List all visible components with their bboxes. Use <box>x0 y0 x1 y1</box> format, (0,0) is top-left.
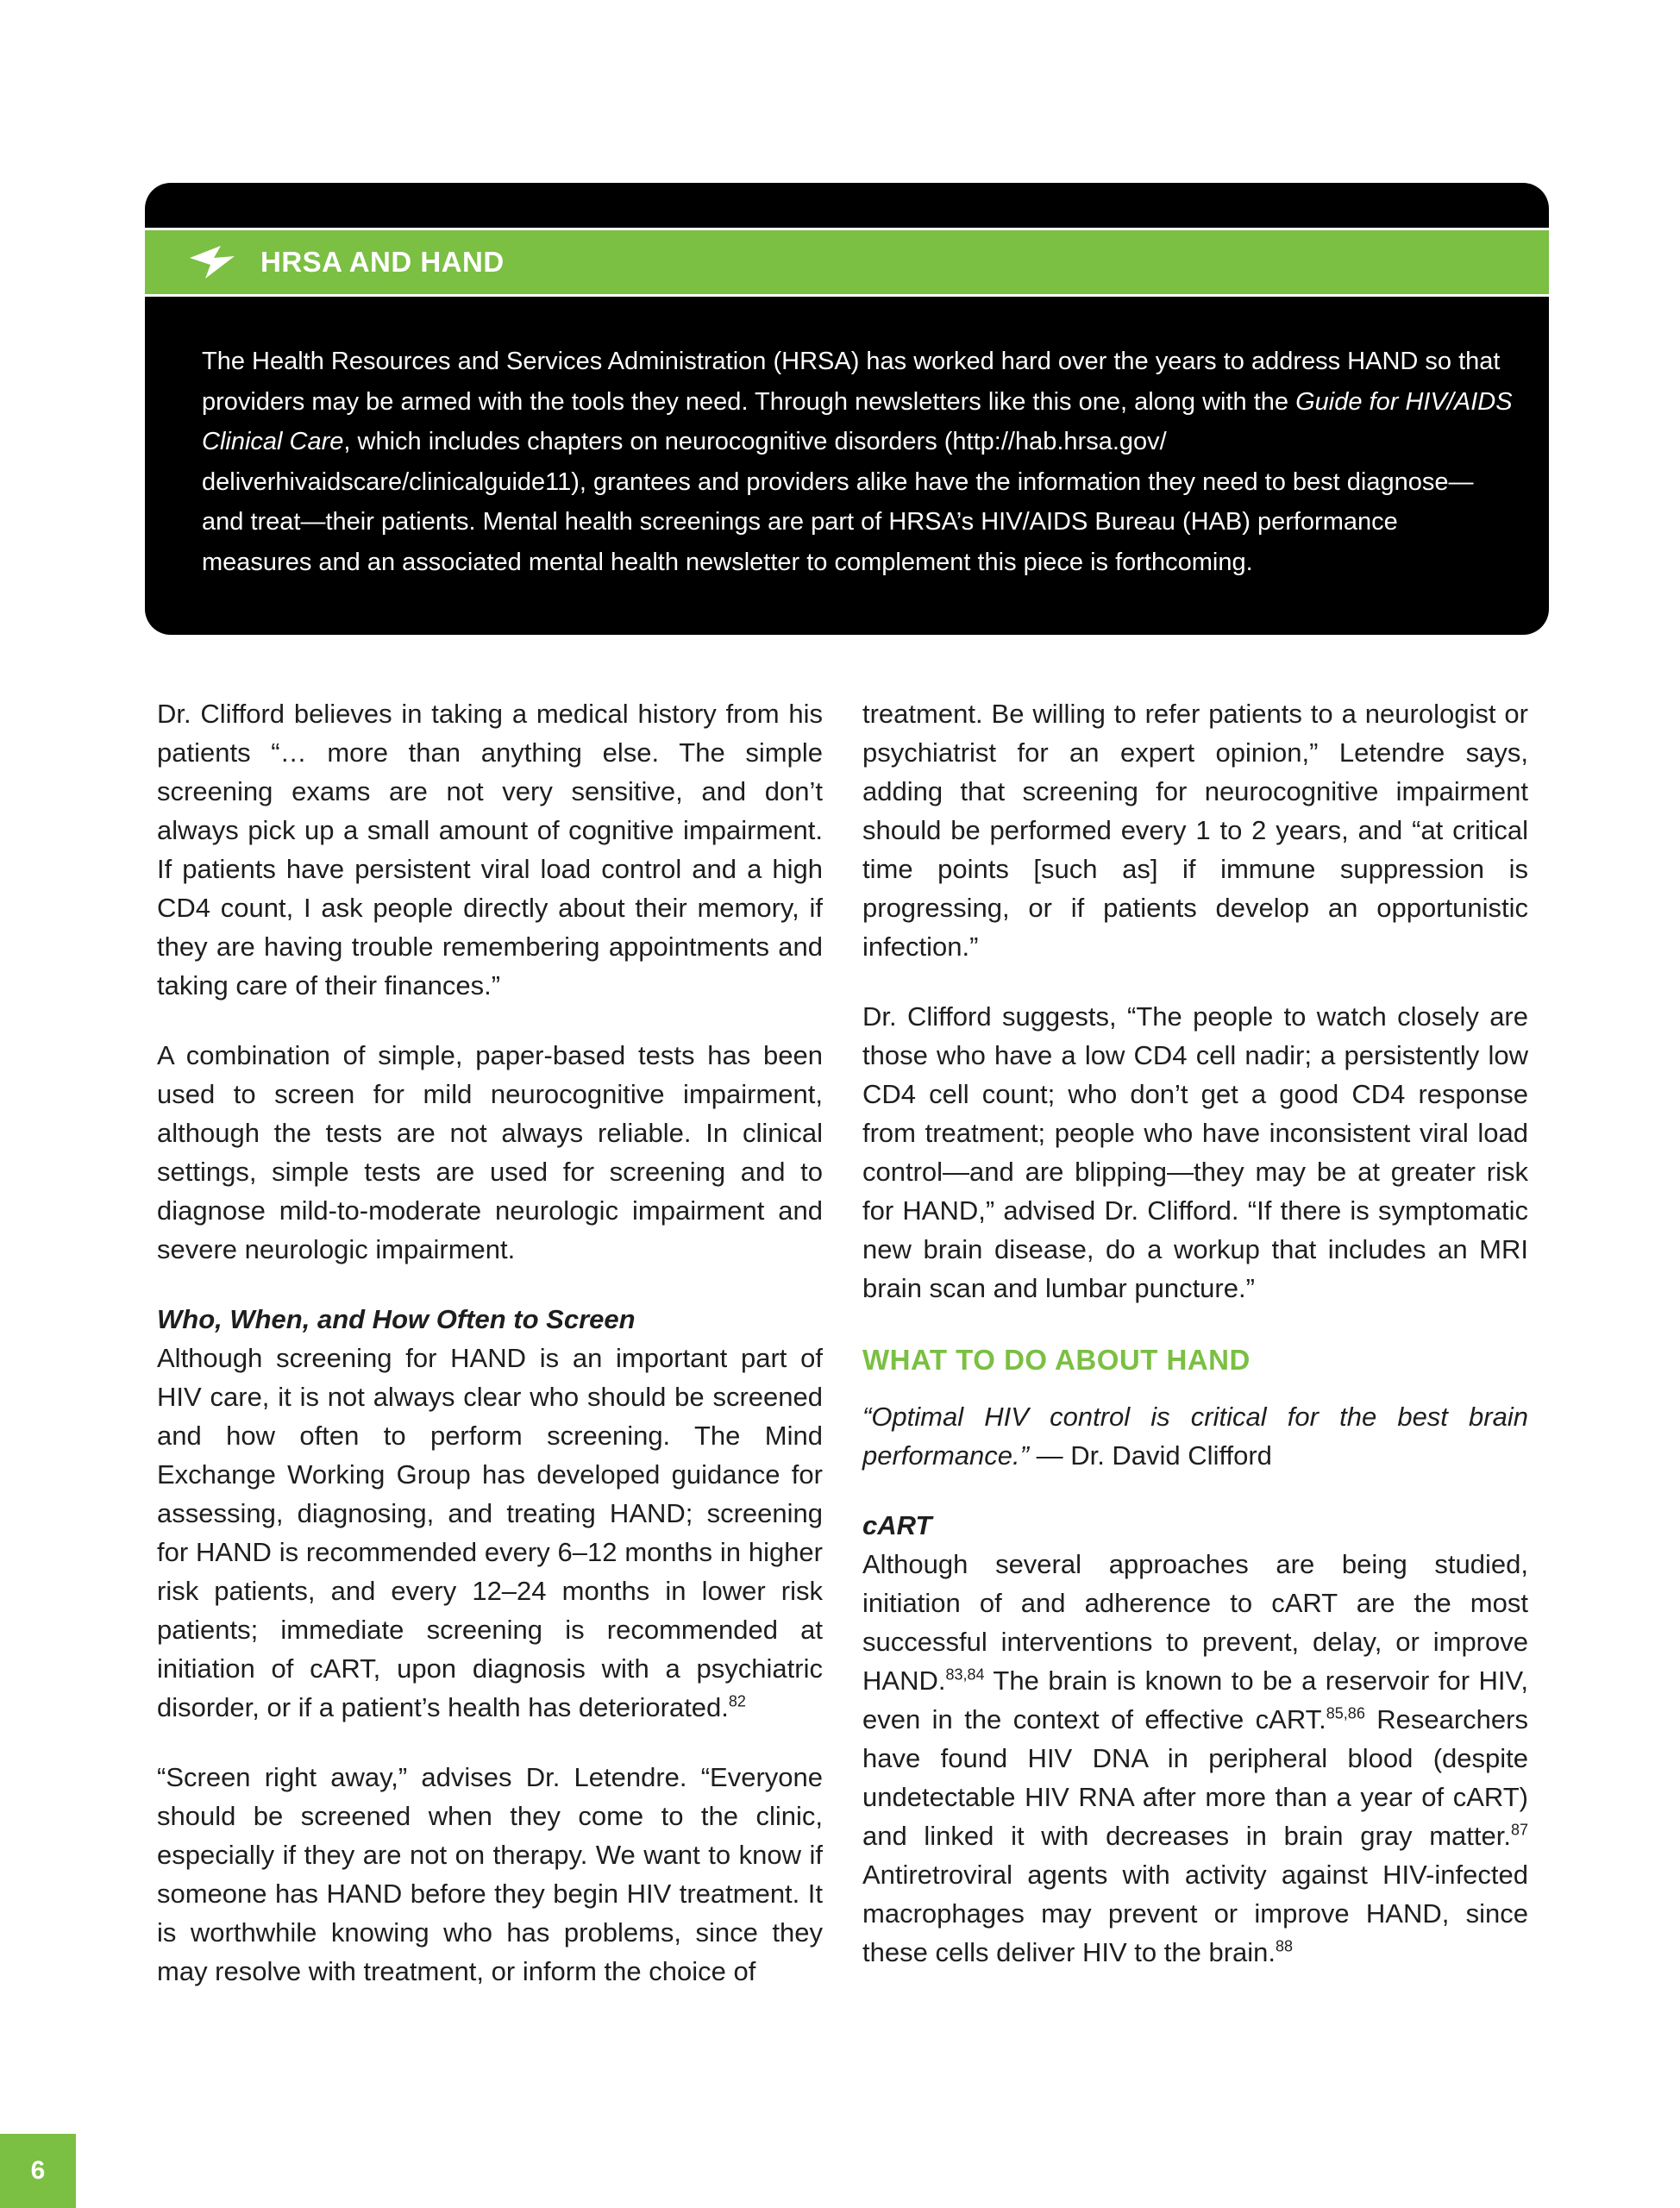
page-number: 6 <box>0 2134 76 2208</box>
callout-body: The Health Resources and Services Administration (HRSA) has worked hard over the years to address HAND so that providers may be armed with the tools they need. Through newsletters like this one, along with the Guide for HIV/AIDS Clinical Care, which includes chapters on neurocognitive disorders (http://hab.hrsa.gov/ deliverhivaidscare/clinicalguide11), grantees and providers alike have the information they need to best diagnose—and treat—their patients. Mental health screenings are part of HRSA’s HIV/AIDS Bureau (HAB) performance measures and an associated mental health newsletter to complement this piece is forthcoming. <box>202 348 1513 576</box>
guide-title: Guide for HIV/AIDS Clinical Care <box>202 387 1513 455</box>
paragraph: Dr. Clifford believes in taking a medical history from his patients “… more than anything else. The simple screening exams are not very sensitive, and don’t always pick up a small amount of cognitive impairment. If patients have persistent viral load control and a high CD4 count, I ask people directly about their memory, if they are having trouble remembering appointments and taking care of their finances.” <box>157 699 823 1000</box>
arrow-icon <box>188 242 236 282</box>
footnote-ref: 85,86 <box>1326 1704 1365 1722</box>
callout-header-bar <box>145 228 1549 297</box>
paragraph: Although screening for HAND is an important part of HIV care, it is not always clear who should be screened and how often to perform screening. The Mind Exchange Working Group has developed guidance for assessing, diagnosing, and treating HAND; screening for HAND is recommended every 6–12 months in higher risk patients, and every 12–24 months in lower risk patients; immediate screening is recommended at initiation of cART, upon diagnosis with a psychiatric disorder, or if a patient’s health has deteriorated.$^{82}$ <box>157 1343 823 1722</box>
paragraph: “Screen right away,” advises Dr. Letendre. “Everyone should be screened when they come to the clinic, especially if they are not on therapy. We want to know if someone has HAND before they begin HIV treatment. It is worthwhile knowing who has problems, since they may resolve with treatment, or inform the choice of <box>157 1762 823 1986</box>
hrsa-callout-box <box>145 183 1549 635</box>
subheading-screening: Who, When, and How Often to Screen <box>157 1304 636 1334</box>
paragraph: treatment. Be willing to refer patients to a neurologist or psychiatrist for an expert opinion,” Letendre says, adding that screening for neurocognitive impairment should be performed every 1 to 2 years, and “at critical time points [such as] if immune suppression is progressing, or if patients develop an opportunistic infection.” <box>862 699 1528 962</box>
footnote-ref: 82 <box>728 1692 746 1710</box>
footnote-ref: 83,84 <box>945 1665 985 1684</box>
paragraph: A combination of simple, paper-based tests has been used to screen for mild neurocognitive impairment, although the tests are not always reliable. In clinical settings, simple tests are used for screening and to diagnose mild-to-moderate neurologic impairment and severe neurologic impairment. <box>157 1040 823 1264</box>
paragraph: Dr. Clifford suggests, “The people to watch closely are those who have a low CD4 cell nadir; a persistently low CD4 cell count; who don’t get a good CD4 response from treatment; people who have inconsistent viral load control—and are blipping—they may be at greater risk for HAND,” advised Dr. Clifford. “If there is symptomatic new brain disease, do a workup that includes an MRI brain scan and lumbar puncture.” <box>862 1001 1528 1303</box>
pull-quote: “Optimal HIV control is critical for the best brain performance.” — Dr. David Clifford <box>862 1402 1528 1471</box>
section-heading: WHAT TO DO ABOUT HAND <box>862 1344 1251 1376</box>
callout-title: HRSA AND HAND <box>260 246 505 278</box>
left-column <box>157 694 823 2022</box>
quote-attribution: — Dr. David Clifford <box>1028 1440 1272 1471</box>
right-column <box>862 694 1528 2003</box>
footnote-ref: 87 <box>1510 1821 1528 1839</box>
paragraph: Although several approaches are being studied, initiation of and adherence to cART are the most successful interventions to prevent, delay, or improve HAND.$^{83,84}$ The brain is known to be a reservoir for HIV, even in the context of effective cART.$^{85,86}$ Researchers have found HIV DNA in peripheral blood (despite undetectable HIV RNA after more than a year of cART) and linked it with decreases in brain gray matter.$^{87}$ Antiretroviral agents with activity against HIV-infected macrophages may prevent or improve HAND, since these cells deliver HIV to the brain.$^{88}$ <box>862 1549 1528 1967</box>
footnote-ref: 88 <box>1276 1937 1294 1955</box>
subheading-cart: cART <box>862 1510 932 1540</box>
